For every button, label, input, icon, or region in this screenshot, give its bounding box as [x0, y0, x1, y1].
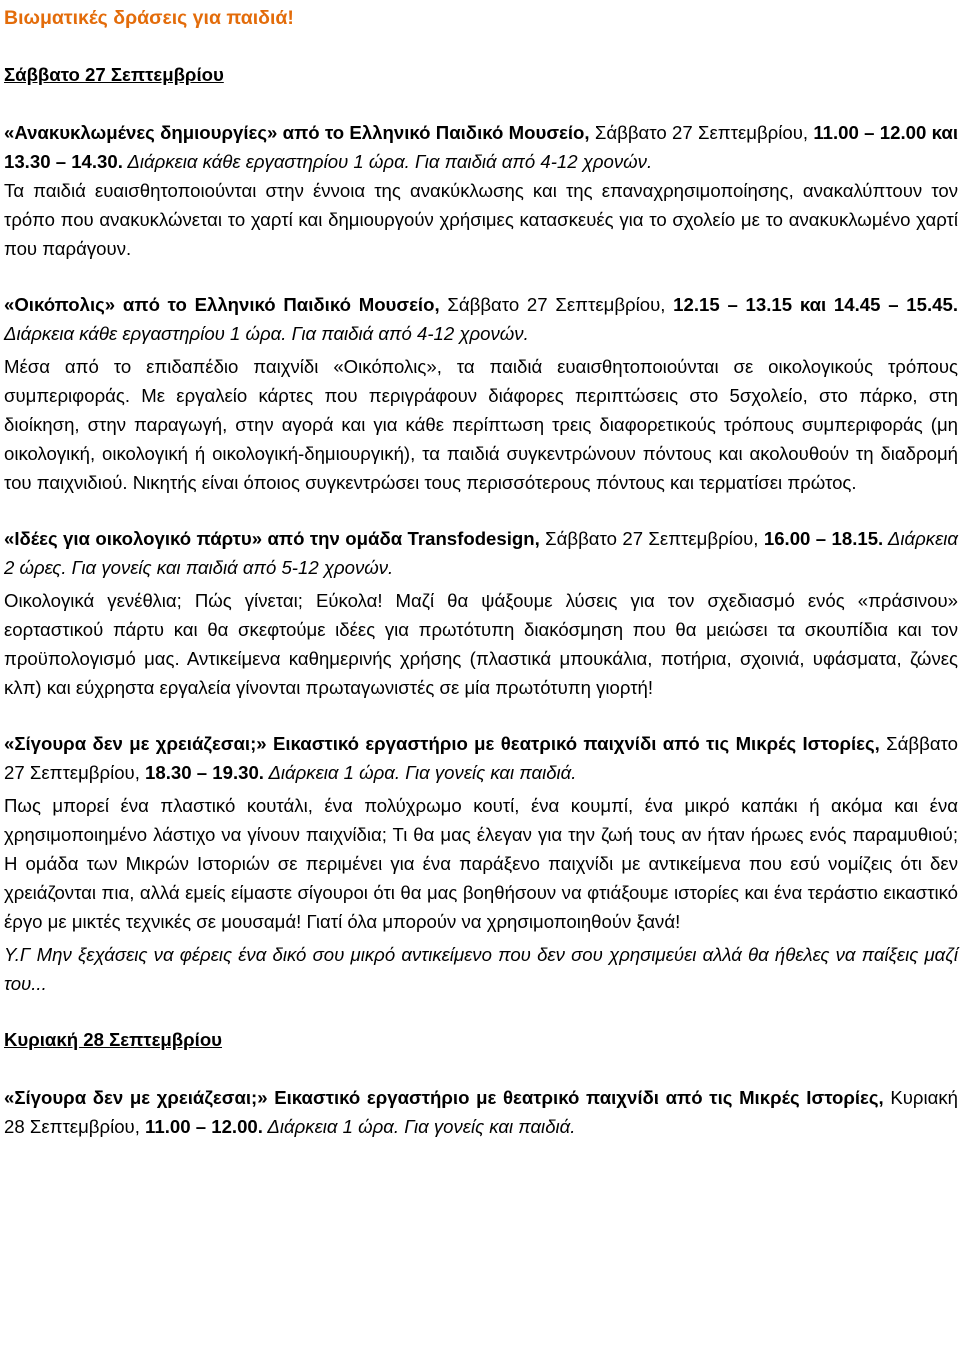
- event-2-times: 12.15 – 13.15 και 14.45 – 15.45.: [665, 294, 959, 315]
- event-2-header: [4, 290, 958, 348]
- event-4-description: Πως μπορεί ένα πλαστικό κουτάλι, ένα πολύχρωμο κουτί, ένα κουμπί, ένα μικρό καπάκι ή ακόμα και ένα χρησιμοποιημένο λάστιχο να γίνουν παιχνίδια; Τι θα μας έλεγαν για την ζωή τους αν ήταν ήρωες ενός παραμυθιού; Η ομάδα των Μικρών Ιστοριών σε περιμένει για ένα παράξενο παιχνίδι με αντικείμενα που εσύ νομίζεις ότι δεν χρειάζονται πια, αλλά εμείς είμαστε σίγουροι ότι θα μας βοηθήσουν να φτιάξουμε ιστορίες και ένα τεράστιο εικαστικό έργο με μικτές τεχνικές σε μουσαμά! Γιατί όλα μπορούν να χρησιμοποιηθούν ξανά!: [4, 795, 958, 932]
- event-3-info: Διάρκεια 2 ώρες. Για γονείς και παιδιά από 5-12 χρονών.: [4, 528, 958, 578]
- spacer: [4, 702, 958, 729]
- event-1-header: [4, 118, 958, 176]
- event-2-info: Διάρκεια κάθε εργαστηρίου 1 ώρα. Για παιδιά από 4-12 χρονών.: [4, 323, 529, 344]
- event-3-description: Οικολογικά γενέθλια; Πώς γίνεται; Εύκολα! Μαζί θα ψάξουμε λύσεις για τον σχεδιασμό ενός «πράσινου» εορταστικού πάρτυ και θα σκεφτούμε ιδέες για πρωτότυπη διακόσμηση που θα μειώσει τα σκουπίδια και τον προϋπολογισμό μας. Αντικείμενα καθημερινής χρήσης (πλαστικά μπουκάλια, ποτήρια, σχοινιά, υφάσματα, ζώνες κλπ) και εύχρηστα εργαλεία γίνονται πρωταγωνιστές σε μία πρωτότυπη γιορτή!: [4, 590, 958, 698]
- event-1-date: Σάββατο 27 Σεπτεμβρίου,: [589, 122, 809, 143]
- spacer: [4, 33, 958, 60]
- document-page: [4, 0, 958, 1141]
- event-4-date: Σάββατο 27 Σεπτεμβρίου,: [4, 733, 958, 783]
- event-1-description: Τα παιδιά ευαισθητοποιούνται στην έννοια της ανακύκλωσης και της επαναχρησιμοποίησης, ανακαλύπτουν τον τρόπο που ανακυκλώνεται το χαρτί και δημιουργούν χρήσιμες κατασκευές για το σχολείο με το ανακυκλωμένο χαρτί που παράγουν.: [4, 180, 958, 259]
- event-2-description: Μέσα από το επιδαπέδιο παιχνίδι «Οικόπολις», τα παιδιά ευαισθητοποιούνται σε οικολογικούς τρόπους συμπεριφοράς. Με εργαλείο κάρτες που περιγράφουν διάφορες περιπτώσεις στο 5σχολείο, στο πάρκο, στη διοίκηση, στην παραγωγή, στην αγορά και για κάθε περίπτωση τρεις διαφορετικούς τρόπους συμπεριφοράς (μη οικολογική, οικολογική ή οικολογική-δημιουργική), τα παιδιά συγκεντρώνουν πόντους και ακολουθούν τη διαδρομή του παιχνιδιού. Νικητής είναι όποιος συγκεντρώσει τους περισσότερους πόντους και τερματίσει πρώτος.: [4, 356, 958, 493]
- event-4-postscript: Υ.Γ Μην ξεχάσεις να φέρεις ένα δικό σου μικρό αντικείμενο που δεν σου χρησιμεύει αλλά θα ήθελες να παίξεις μαζί του...: [4, 944, 958, 994]
- event-1-times: 11.00 – 12.00 και 13.30 – 14.30.: [4, 122, 958, 172]
- spacer: [4, 263, 958, 290]
- event-4-info: Διάρκεια 1 ώρα. Για γονείς και παιδιά.: [263, 762, 577, 783]
- event-5-times: 11.00 – 12.00.: [139, 1116, 263, 1137]
- event-3-header: [4, 524, 958, 582]
- event-5-name: «Σίγουρα δεν με χρειάζεσαι;» Εικαστικό εργαστήριο με θεατρικό παιχνίδι από τις Μικρές Ιστορίες,: [4, 1087, 884, 1108]
- event-2-name: «Οικόπολις» από το Ελληνικό Παιδικό Μουσείο,: [4, 294, 440, 315]
- event-4-header: [4, 729, 958, 787]
- event-5-info: Διάρκεια 1 ώρα. Για γονείς και παιδιά.: [262, 1116, 576, 1137]
- spacer: [4, 497, 958, 524]
- event-4-name: «Σίγουρα δεν με χρειάζεσαι;» Εικαστικό εργαστήριο με θεατρικό παιχνίδι από τις Μικρές Ιστορίες,: [4, 733, 880, 754]
- event-4-times: 18.30 – 19.30.: [139, 762, 264, 783]
- event-3-date: Σάββατο 27 Σεπτεμβρίου,: [539, 528, 759, 549]
- event-5-header: [4, 1083, 958, 1141]
- event-5-date: Κυριακή 28 Σεπτεμβρίου,: [4, 1087, 958, 1137]
- event-2-date: Σάββατο 27 Σεπτεμβρίου,: [439, 294, 666, 315]
- document-title: Βιωματικές δράσεις για παιδιά!: [4, 7, 294, 29]
- event-1-info: Διάρκεια κάθε εργαστηρίου 1 ώρα. Για παιδιά από 4-12 χρονών.: [122, 151, 653, 172]
- event-1-name: «Ανακυκλωμένες δημιουργίες» από το Ελληνικό Παιδικό Μουσείο,: [4, 122, 590, 143]
- day-heading-sunday: Κυριακή 28 Σεπτεμβρίου: [4, 1029, 223, 1050]
- spacer: [4, 1054, 958, 1083]
- event-3-times: 16.00 – 18.15.: [758, 528, 884, 549]
- spacer: [4, 89, 958, 118]
- spacer: [4, 998, 958, 1025]
- event-3-name: «Ιδέες για οικολογικό πάρτυ» από την ομάδα Transfodesign,: [4, 528, 540, 549]
- day-heading-saturday: Σάββατο 27 Σεπτεμβρίου: [4, 64, 224, 85]
